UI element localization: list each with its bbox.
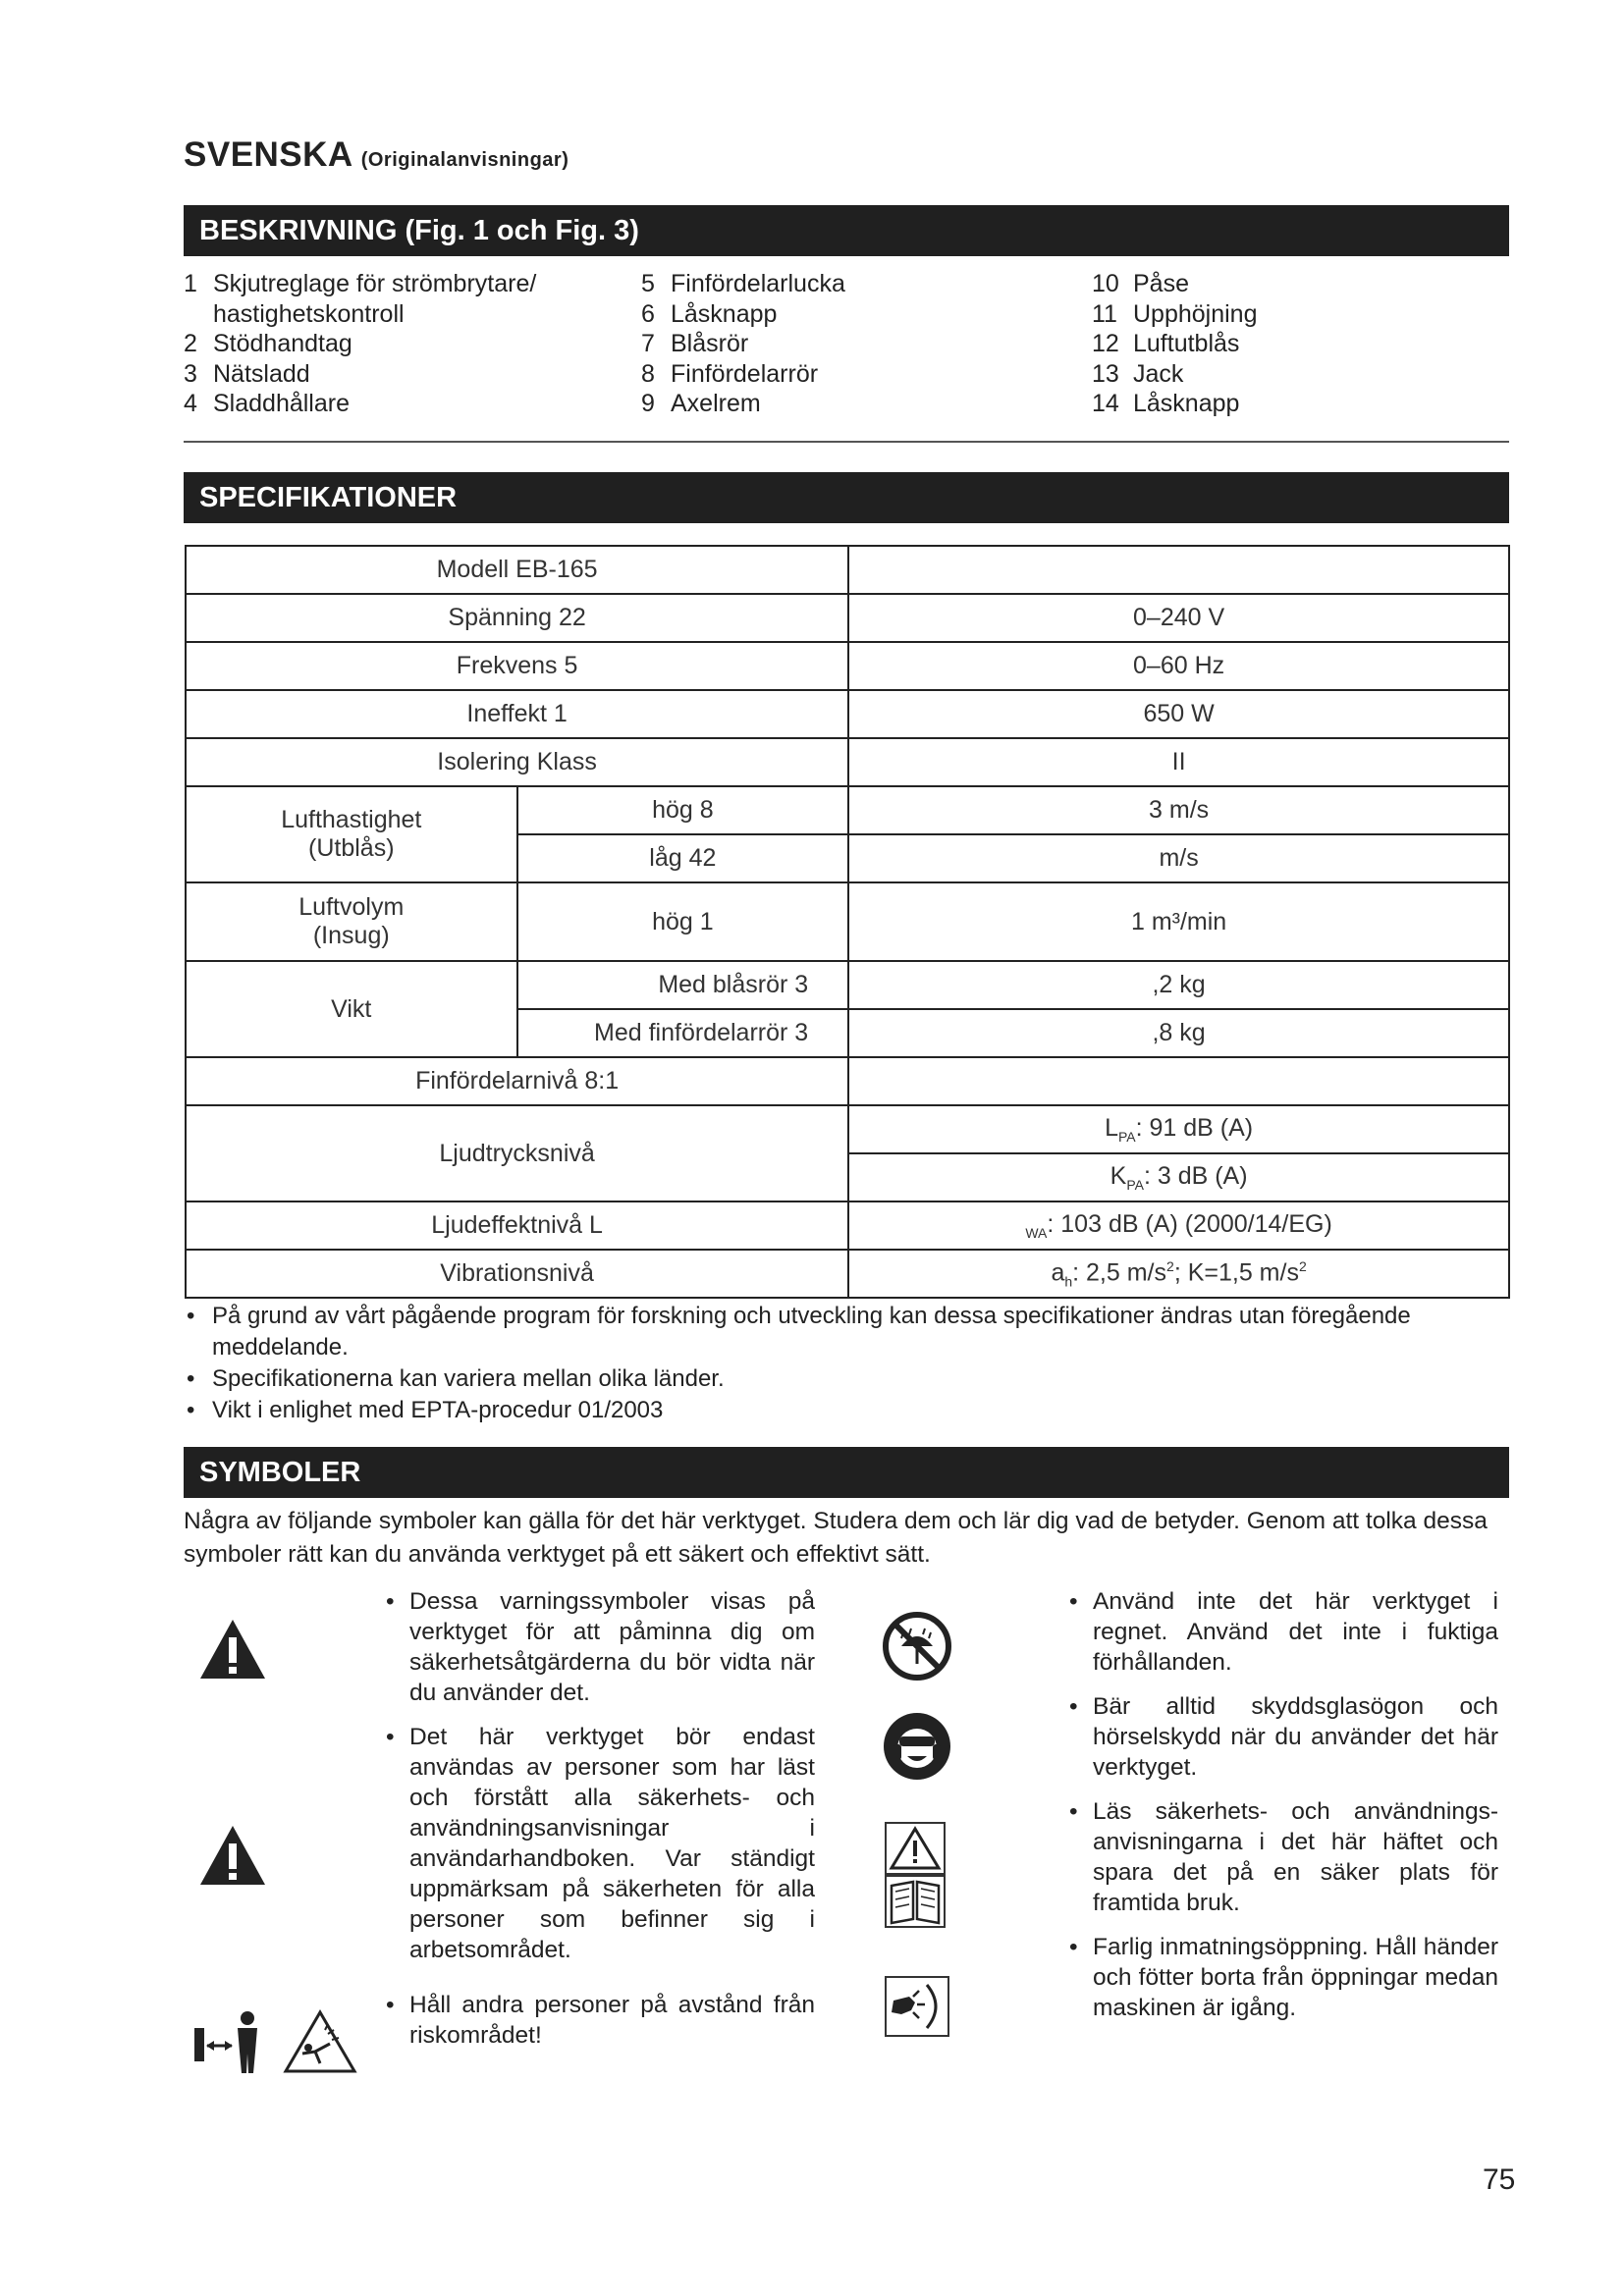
table-row bbox=[186, 961, 1509, 1009]
description-item bbox=[184, 329, 606, 359]
vib-superscript: 2 bbox=[1166, 1257, 1174, 1274]
item-text: Finfördelarlucka bbox=[671, 270, 845, 297]
item-number: 10 bbox=[1092, 270, 1119, 297]
item-text: Luftutblås bbox=[1133, 330, 1240, 357]
symbols-intro: Några av följande symboler kan gälla för det här verktyget. Studera dem och lär dig vad de betyder. Genom att tolka dessa symboler rätt kan du använda verktyget på ett säkert och effektivt sätt. bbox=[184, 1508, 1488, 1568]
description-item bbox=[641, 329, 1034, 359]
item-text: Skjutreglage för strömbrytare/ hastighetskontroll bbox=[213, 270, 537, 328]
page-number: 75 bbox=[1483, 2163, 1516, 2196]
spec-label: Vibrationsnivå bbox=[186, 1250, 848, 1298]
symbol-description bbox=[1066, 1586, 1498, 1678]
description-item bbox=[184, 359, 606, 390]
lpa-value: : 91 dB (A) bbox=[1135, 1114, 1254, 1142]
table-row bbox=[186, 1057, 1509, 1105]
description-heading: BESKRIVNING (Fig. 1 och Fig. 3) bbox=[184, 205, 1509, 256]
symbols-right-text bbox=[1066, 1586, 1498, 2023]
symbol-text: Läs säkerhets- och användnings-anvisningarna i det här häftet och spara det på en säker plats för framtida bruk. bbox=[1093, 1798, 1498, 1916]
symbol-description bbox=[383, 1586, 815, 1708]
description-item bbox=[1092, 389, 1485, 419]
symbol-text: Dessa varningssymboler visas på verktyget för att påminna dig om säkerhetsåtgärderna du bör vidta när du använder det. bbox=[409, 1588, 815, 1706]
table-row bbox=[186, 594, 1509, 642]
spec-value bbox=[848, 1153, 1509, 1201]
spec-label: Frekvens 5 bbox=[186, 642, 848, 690]
item-number: 2 bbox=[184, 330, 197, 357]
spec-label: hög 8 bbox=[517, 786, 849, 834]
spec-group-label-line: (Insug) bbox=[312, 922, 390, 949]
description-item bbox=[1092, 359, 1485, 390]
lwa-subscript: WA bbox=[1025, 1225, 1048, 1241]
safety-glasses-ear-protection-icon bbox=[882, 1711, 952, 1782]
item-number: 1 bbox=[184, 270, 197, 297]
lpa-subscript: PA bbox=[1117, 1129, 1136, 1145]
item-number: 14 bbox=[1092, 390, 1119, 417]
spec-value bbox=[848, 1057, 1509, 1105]
bullet: • bbox=[1069, 1798, 1078, 1825]
table-row bbox=[186, 738, 1509, 786]
bullet: • bbox=[386, 1588, 395, 1615]
description-item bbox=[641, 299, 1034, 330]
description-item bbox=[641, 269, 1034, 299]
description-column-3 bbox=[1092, 269, 1485, 419]
symbol-text: Bär alltid skyddsglasögon och hörselskydd när du använder det här verktyget. bbox=[1093, 1693, 1498, 1781]
spec-value: 650 W bbox=[848, 690, 1509, 738]
item-text: Nätsladd bbox=[213, 359, 310, 388]
vib-k-value: ; K=1,5 m/s bbox=[1173, 1258, 1299, 1287]
symbol-text: Det här verktyget bör endast användas av personer som har läst och förstått alla säkerhets- och användningsanvisningar i användarhandboken. Var ständigt uppmärksam på säkerheten för alla personer som befinner sig i arbetsområdet. bbox=[409, 1724, 815, 1963]
bullet: • bbox=[187, 1397, 195, 1423]
item-text: Axelrem bbox=[671, 390, 761, 417]
section-divider bbox=[184, 441, 1509, 443]
item-text: Blåsrör bbox=[671, 330, 749, 357]
kpa-subscript: PA bbox=[1126, 1177, 1144, 1193]
bullet: • bbox=[1069, 1588, 1078, 1615]
keep-distance-icon bbox=[192, 2004, 359, 2075]
vib-subscript: h bbox=[1064, 1273, 1073, 1290]
description-item bbox=[1092, 329, 1485, 359]
vib-symbol: a bbox=[1051, 1258, 1065, 1287]
item-number: 5 bbox=[641, 270, 655, 297]
symbol-text: Håll andra personer på avstånd från riskområdet! bbox=[409, 1992, 815, 2049]
table-row bbox=[186, 546, 1509, 594]
description-column-1 bbox=[184, 269, 606, 419]
spec-group-label bbox=[186, 882, 517, 961]
item-text: Sladdhållare bbox=[213, 390, 350, 417]
item-number: 8 bbox=[641, 359, 655, 388]
lpa-symbol: L bbox=[1105, 1114, 1118, 1142]
item-text: Upphöjning bbox=[1133, 299, 1258, 328]
item-text: Låsknapp bbox=[671, 299, 778, 328]
spec-label: Modell EB-165 bbox=[186, 546, 848, 594]
spec-notes bbox=[184, 1301, 1519, 1426]
spec-value: m/s bbox=[848, 834, 1509, 882]
lwa-value: : 103 dB (A) (2000/14/EG) bbox=[1047, 1210, 1332, 1238]
spec-value: ,8 kg bbox=[848, 1009, 1509, 1057]
spec-value: 1 m³/min bbox=[848, 882, 1509, 961]
spec-value: II bbox=[848, 738, 1509, 786]
item-number: 9 bbox=[641, 390, 655, 417]
bullet: • bbox=[1069, 1934, 1078, 1960]
note-text: På grund av vårt pågående program för forskning och utveckling kan dessa specifikationer ändras utan föregående meddelande. bbox=[212, 1303, 1411, 1361]
spec-value bbox=[848, 546, 1509, 594]
item-text: Jack bbox=[1133, 359, 1184, 388]
spec-value bbox=[848, 1105, 1509, 1153]
description-item bbox=[1092, 299, 1485, 330]
symbol-text: Farlig inmatningsöppning. Håll händer och fötter borta från öppningar medan maskinen är igång. bbox=[1093, 1934, 1498, 2021]
symbol-description bbox=[1066, 1932, 1498, 2023]
warning-triangle-icon bbox=[198, 1618, 267, 1681]
kpa-value: : 3 dB (A) bbox=[1143, 1162, 1248, 1190]
no-rain-icon bbox=[882, 1611, 952, 1682]
vib-superscript: 2 bbox=[1298, 1257, 1307, 1274]
spec-group-label-line: (Utblås) bbox=[308, 834, 395, 862]
table-row bbox=[186, 786, 1509, 834]
symbol-description bbox=[383, 1990, 815, 2051]
spec-value: ,2 kg bbox=[848, 961, 1509, 1009]
table-row bbox=[186, 642, 1509, 690]
note-item bbox=[184, 1301, 1519, 1363]
item-number: 4 bbox=[184, 390, 197, 417]
table-row bbox=[186, 1201, 1509, 1250]
table-row bbox=[186, 1250, 1509, 1298]
vib-value: : 2,5 m/s bbox=[1072, 1258, 1167, 1287]
spec-value: 3 m/s bbox=[848, 786, 1509, 834]
spec-value bbox=[848, 1250, 1509, 1298]
symbol-description bbox=[1066, 1691, 1498, 1783]
table-row bbox=[186, 690, 1509, 738]
specs-table bbox=[185, 545, 1510, 1299]
item-number: 7 bbox=[641, 330, 655, 357]
specs-heading: SPECIFIKATIONER bbox=[184, 472, 1509, 523]
read-manual-icon bbox=[884, 1821, 947, 1929]
description-item bbox=[1092, 269, 1485, 299]
table-row bbox=[186, 1105, 1509, 1153]
symbol-description bbox=[1066, 1796, 1498, 1918]
spec-label: Ljudeffektnivå L bbox=[186, 1201, 848, 1250]
page-title bbox=[184, 135, 568, 175]
spec-group-label bbox=[186, 786, 517, 882]
item-text: Låsknapp bbox=[1133, 390, 1240, 417]
spec-group-label-line: Luftvolym bbox=[298, 893, 405, 921]
spec-label: hög 1 bbox=[517, 882, 849, 961]
bullet: • bbox=[187, 1365, 195, 1392]
note-text: Specifikationerna kan variera mellan olika länder. bbox=[212, 1365, 725, 1392]
spec-value bbox=[848, 1201, 1509, 1250]
kpa-symbol: K bbox=[1110, 1162, 1127, 1190]
spec-label: Spänning 22 bbox=[186, 594, 848, 642]
item-number: 11 bbox=[1092, 299, 1117, 328]
item-number: 12 bbox=[1092, 330, 1119, 357]
spec-label: låg 42 bbox=[517, 834, 849, 882]
item-text: Påse bbox=[1133, 270, 1189, 297]
spec-label: Med blåsrör 3 bbox=[517, 961, 849, 1009]
item-number: 6 bbox=[641, 299, 655, 328]
bullet: • bbox=[187, 1303, 195, 1329]
symbol-text: Använd inte det här verktyget i regnet. Använd det inte i fuktiga förhållanden. bbox=[1093, 1588, 1498, 1676]
note-item bbox=[184, 1395, 1519, 1426]
spec-value: 0–60 Hz bbox=[848, 642, 1509, 690]
description-column-2 bbox=[641, 269, 1034, 419]
description-item bbox=[184, 269, 606, 329]
description-item bbox=[641, 389, 1034, 419]
hazardous-opening-icon bbox=[884, 1975, 950, 2038]
symbol-description bbox=[383, 1722, 815, 1965]
table-row bbox=[186, 882, 1509, 961]
bullet: • bbox=[386, 1992, 395, 2018]
spec-group-label-line: Lufthastighet bbox=[281, 806, 422, 833]
spec-value: 0–240 V bbox=[848, 594, 1509, 642]
note-item bbox=[184, 1363, 1519, 1395]
spec-label: Ineffekt 1 bbox=[186, 690, 848, 738]
bullet: • bbox=[1069, 1693, 1078, 1720]
description-item bbox=[184, 389, 606, 419]
spec-group-label: Vikt bbox=[186, 961, 517, 1057]
spec-label: Finfördelarnivå 8:1 bbox=[186, 1057, 848, 1105]
note-text: Vikt i enlighet med EPTA-procedur 01/2003 bbox=[212, 1397, 664, 1423]
item-number: 3 bbox=[184, 359, 197, 388]
description-item bbox=[641, 359, 1034, 390]
language-subtitle: (Originalanvisningar) bbox=[360, 149, 569, 171]
item-number: 13 bbox=[1092, 359, 1119, 388]
language-title: SVENSKA bbox=[184, 135, 353, 174]
symbols-left-text bbox=[383, 1586, 815, 2051]
item-text: Stödhandtag bbox=[213, 330, 352, 357]
spec-label: Med finfördelarrör 3 bbox=[517, 1009, 849, 1057]
symbols-heading: SYMBOLER bbox=[184, 1447, 1509, 1498]
spec-label: Isolering Klass bbox=[186, 738, 848, 786]
bullet: • bbox=[386, 1724, 395, 1750]
item-text: Finfördelarrör bbox=[671, 359, 819, 388]
spec-label: Ljudtrycksnivå bbox=[186, 1105, 848, 1201]
warning-triangle-icon bbox=[198, 1824, 267, 1887]
